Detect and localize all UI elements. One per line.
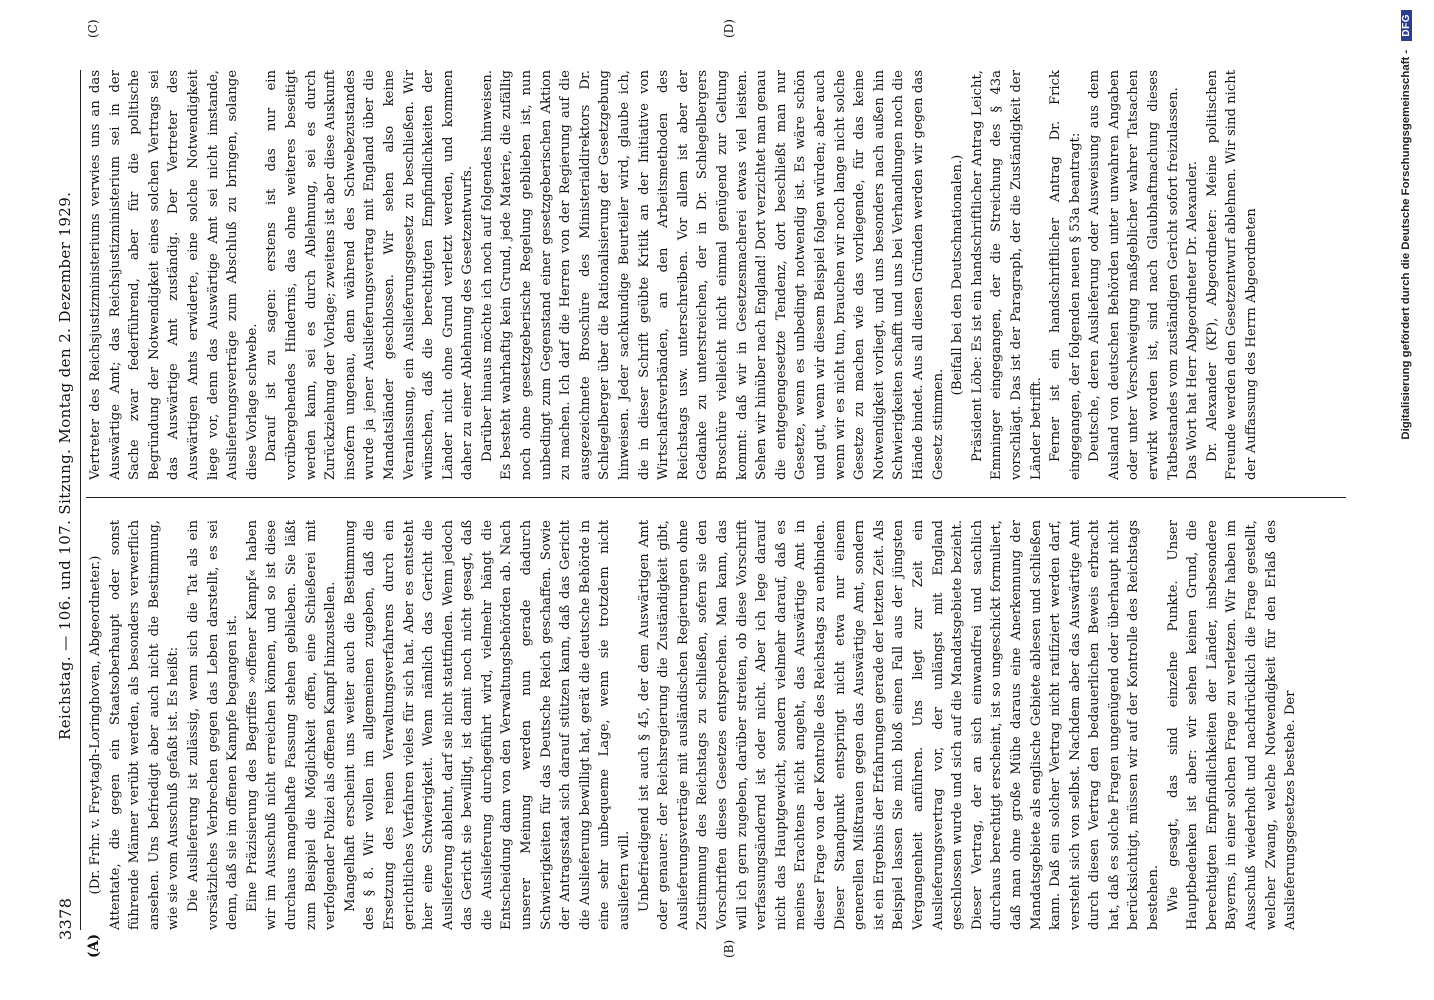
digitization-credit xyxy=(1390,0,1430,1000)
paragraph: Ferner ist ein handschriftlicher Antrag Dr. Frick eingegangen, der folgenden neuen § 53a beantragt: xyxy=(1048,70,1083,480)
paragraph: Mangelhaft erscheint uns weiter auch die Bestimmung des § 8. Wir wollen im allgemeinen zugeben, daß die Ersetzung des reinen Verwaltungsverfahrens durch ein gerichtliches Verfahren vieles für sich hat. Aber es entsteht hier eine Schwierigkeit. Wenn nämlich das Gericht die Auslieferung ablehnt, darf sie nicht stattfinden. Wenn jedoch das Gericht sie bewilligt, ist damit noch nicht gesagt, daß die Auslieferung durchgeführt wird, vielmehr hängt die Entscheidung dann von den Verwaltungsbehörden ab. Nach unserer Meinung werden nun gerade dadurch Schwierigkeiten für das Deutsche Reich geschaffen. Sowie der Antragsstaat sich darauf stützen kann, daß das Gericht die Auslieferung bewilligt hat, gerät die deutsche Behörde in eine sehr unbequeme Lage, wenn sie trotzdem nicht ausliefern will. xyxy=(342,520,633,930)
column-divider xyxy=(86,497,1346,498)
margin-marker-c: (C) xyxy=(86,19,100,38)
paragraph: Unbefriedigend ist auch § 45, der dem Auswärtigen Amt oder genauer: der Reichsregierung die Zuständigkeit gibt, Auslieferungsverträge mit ausländischen Regierungen ohne Zustimmung des Reichstags zu schließen, sofern sie den Vorschriften dieses Gesetzes entsprechen. Man kann, das will ich gern zugeben, darüber streiten, ob diese Vorschrift verfassungsändernd ist oder nicht. Aber ich lege darauf nicht das Hauptgewicht, sondern vielmehr darauf, daß es meines Erachtens nicht angeht, das Auswärtige Amt in dieser Frage von der Kontrolle des Reichstags zu entbinden. Dieser Standpunkt entspringt nicht etwa nur einem generellen Mißtrauen gegen das Auswärtige Amt, sondern ist ein Ergebnis der Erfahrungen gerade der letzten Zeit. Als Beispiel lassen Sie mich bloß einen Fall aus der jüngsten Vergangenheit anführen. Uns liegt zur Zeit ein Auslieferungsvertrag vor, der unlängst mit England geschlossen wurde und sich auf die Mandatsgebiete bezieht. Dieser Vertrag, der an sich einwandfrei und sachlich durchaus berechtigt erscheint, ist so ungeschickt formuliert, daß man ohne große Mühe daraus eine Anerkennung der Mandatsgebiete als englische Gebiete ablesen und schließen kann. Daß ein solcher Vertrag nicht ratifiziert werden darf, versteht sich von selbst. Nachdem aber das Auswärtige Amt durch diesen Vertrag den bedauerlichen Beweis erbracht hat, daß es solche Fragen ungenügend oder überhaupt nicht berücksichtigt, müssen wir auf der Kontrolle des Reichstags bestehen. xyxy=(636,520,1162,930)
running-head: Reichstag. — 106. und 107. Sitzung. Montag den 2. Dezember 1929. xyxy=(56,191,74,740)
applause-note: (Beifall bei den Deutschnationalen.) xyxy=(950,154,966,396)
speaker-statement: Dr. Alexander (KP), Abgeordneter: Meine politischen Freunde werden den Gesetzentwurf ablehnen. Wir sind nicht der Auffassung des Herrn Abgeordneten xyxy=(1204,70,1260,480)
paragraph: Darüber hinaus möchte ich noch auf folgendes hinweisen. Es besteht wahrhaftig kein Grund, jede Materie, die zufällig noch ohne gesetzgeberische Regelung geblieben ist, nun unbedingt zum Gegenstand einer gesetzgeberischen Aktion zu machen. Ich darf die Herren von der Regierung auf die ausgezeichnete Broschüre des Ministerialdirektors Dr. Schlegelberger über die Rationalisierung der Gesetzgebung hinweisen. Jeder sachkundige Beurteiler wird, glaube ich, die in dieser Schrift geübte Kritik an der Initiative von Wirtschaftsverbänden, an den Arbeitsmethoden des Reichstags usw. unterschreiben. Vor allem ist aber der Gedanke zu unterstreichen, der in Dr. Schlegelbergers Broschüre vielleicht nicht einmal genügend zur Geltung kommt: daß wir in Gesetzesmacherei etwas viel leisten. Sehen wir hinüber nach England! Dort verzichtet man genau die entgegengesetzte Tendenz, dort beschließt man nur Gesetze, wenn es unbedingt notwendig ist. Es wäre schön und gut, wenn wir diesem Beispiel folgen würden; aber auch wenn wir es nicht tun, brauchen wir noch lange nicht solche Gesetze zu machen wie das vorliegende, für das keine Notwendigkeit vorliegt, und uns besonders nach außen hin Schwierigkeiten schafft und uns bei Verhandlungen noch die Hände bindet. Aus all diesen Gründen werden wir gegen das Gesetz stimmen. xyxy=(479,70,946,480)
paragraph: Eine Präzisierung des Begriffes »offener Kampf« haben wir im Ausschuß nicht erreichen können, und so ist diese durchaus mangelhafte Fassung stehen geblieben. Sie läßt zum Beispiel die Möglichkeit offen, eine Schießerei mit verfolgender Polizei als offenen Kampf hinzustellen. xyxy=(244,520,339,930)
margin-marker-a: (A) xyxy=(86,933,102,958)
margin-marker-d: (D) xyxy=(722,19,736,38)
credit-text: Digitalisierung gefördert durch die Deutsche Forschungsgemeinschaft - xyxy=(1400,49,1412,440)
header-rule xyxy=(80,70,81,930)
motion-text: Deutsche, deren Auslieferung oder Ausweisung aus dem Ausland von deutschen Behörden unter unwahren Angaben oder unter Verschweigung maßgeblicher wahrer Tatsachen erwirkt worden ist, sind nach Glaubhaftmachung dieses Tatbestandes vom zuständigen Gericht sofort freizulassen. xyxy=(1087,70,1181,480)
paragraph: Wie gesagt, das sind einzelne Punkte. Unser Hauptbedenken ist aber: wir sehen keinen Grund, die berechtigten Empfindlichkeiten der Länder, insbesondere Bayerns, in einer solchen Frage zu verletzen. Wir haben im Ausschuß wiederholt und nachdrücklich die Frage gestellt, welcher Zwang, welche Notwendigkeit für den Erlaß des Auslieferungsgesetzes bestehe. Der xyxy=(1165,520,1299,930)
margin-marker-b: (B) xyxy=(722,939,736,958)
page-header xyxy=(50,60,80,940)
right-column xyxy=(86,70,1346,480)
speaker-tag: (Dr. Frhr. v. Freytagh-Loringhoven, Abgeordneter.) xyxy=(88,555,103,895)
president-statement: Präsident Löbe: Es ist ein handschriftlicher Antrag Leicht, Emminger eingegangen, der die Streichung des § 43a vorschlägt. Das ist der Paragraph, der die Zuständigkeit der Länder betrifft. xyxy=(969,70,1044,480)
dfg-logo: DFG xyxy=(1401,10,1412,41)
page-number: 3378 xyxy=(56,897,75,940)
paragraph: Attentate, die gegen ein Staatsoberhaupt oder sonst führende Männer verübt werden, als besonders verwerflich ansehen. Uns befriedigt aber auch nicht die Bestimmung, wie sie vom Ausschuß gefaßt ist. Es heißt: xyxy=(107,520,182,930)
paragraph: Das Wort hat Herr Abgeordneter Dr. Alexander. xyxy=(1185,161,1201,480)
quoted-paragraph: Die Auslieferung ist zulässig, wenn sich die Tat als ein vorsätzliches Verbrechen gegen das Leben darstellt, es sei denn, daß sie im offenen Kampfe begangen ist. xyxy=(185,520,241,930)
left-column xyxy=(86,520,1346,930)
credit-text-wrapper xyxy=(1400,10,1412,990)
paragraph: Darauf ist zu sagen: erstens ist das nur ein vorübergehendes Hindernis, das ohne weiteres beseitigt werden kann, sei es durch Ablehnung, sei es durch Zurückziehung der Vorlage; zweitens ist aber diese Auskunft insofern ungenau, denn während des Schwebezustandes wurde ja jener Auslieferungsvertrag mit England über die Mandatsländer geschlossen. Wir sehen also keine Veranlassung, ein Auslieferungsgesetz zu beschließen. Wir wünschen, daß die berechtigten Empfindlichkeiten der Länder nicht ohne Grund verletzt werden, und kommen daher zu einer Ablehnung des Gesetzentwurfs. xyxy=(264,70,476,480)
rotated-document-page xyxy=(42,0,1412,1000)
paragraph: Vertreter des Reichsjustizministeriums verwies uns an das Auswärtige Amt; das Reichsjustizministerium sei in der Sache zwar federführend, aber für die politische Begründung der Notwendigkeit eines solchen Vertrags sei das Auswärtige Amt zuständig. Der Vertreter des Auswärtigen Amts erwiderte, eine solche Notwendigkeit liege vor, denn das Auswärtige Amt sei nicht imstande, Auslieferungsverträge zum Abschluß zu bringen, solange diese Vorlage schwebe. xyxy=(88,70,260,480)
